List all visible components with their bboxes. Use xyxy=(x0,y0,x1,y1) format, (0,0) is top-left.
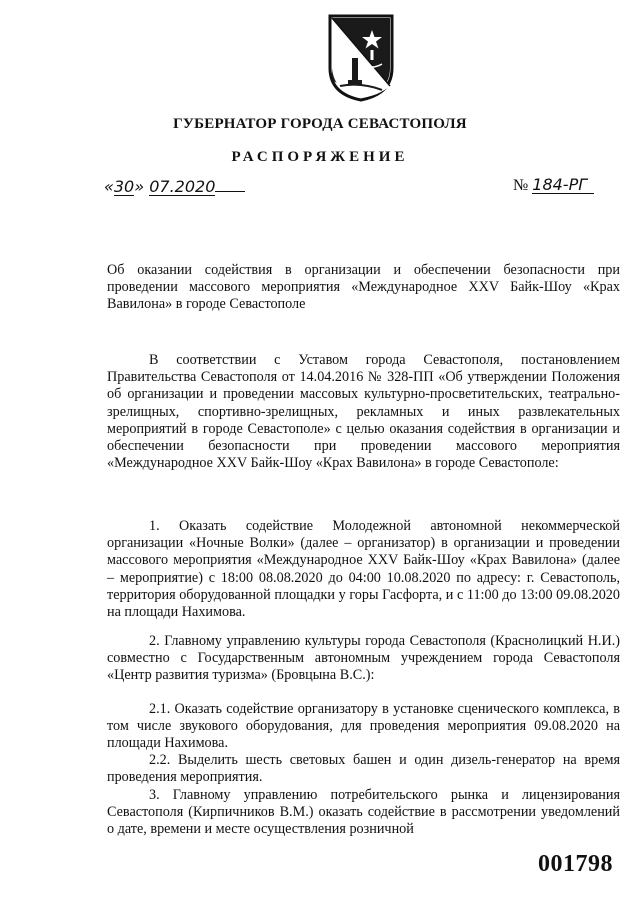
clause-3: 3. Главному управлению потребительского рынка и лицензирования Севастополя (Кирпичников В.М.) оказать содействие в рассмотрении уведомлений о дате, времени и месте осуществления розничной xyxy=(107,787,620,838)
preamble-paragraph: В соответствии с Уставом города Севастополя, постановлением Правительства Севастополя от 14.04.2016 № 328-ПП «Об утверждении Положения об организации и проведении массовых культурно-просветительских, театрально-зрелищных, спортивно-зрелищных, рекламных и иных развлекательных мероприятий в городе Севастополе» с целью оказания содействия в организации и обеспечении безопасности при проведении массового мероприятия «Международное XXV Байк-Шоу «Крах Вавилона» в городе Севастополе: xyxy=(107,352,620,472)
document-number xyxy=(513,177,594,195)
clause-2-2: 2.2. Выделить шесть световых башен и один дизель-генератор на время проведения мероприятия. xyxy=(107,752,620,786)
clause-2-1: 2.1. Оказать содействие организатору в установке сценического комплекса, в том числе звукового оборудования, для проведения мероприятия 09.08.2020 на площади Нахимова. xyxy=(107,701,620,752)
date-quote-open: « xyxy=(104,177,114,196)
document-date xyxy=(104,177,245,196)
clause-1: 1. Оказать содействие Молодежной автономной некоммерческой организации «Ночные Волки» (далее – организатор) в организации и проведении массового мероприятия «Международное XXV Байк-Шоу «Крах Вавилона» (далее – мероприятие) с 18:00 08.08.2020 до 04:00 10.08.2020 по адресу: г. Севастополь, территория оборудованной площадки у горы Гасфорта, и с 11:00 до 13:00 09.08.2020 на площади Нахимова. xyxy=(107,518,620,621)
date-underline xyxy=(215,191,245,192)
document-subject: Об оказании содействия в организации и обеспечении безопасности при проведении массового мероприятия «Международное XXV Байк-Шоу «Крах Вавилона» в городе Севастополе xyxy=(107,262,620,313)
date-day: 30 xyxy=(113,177,135,196)
number-value: 184-РГ xyxy=(532,177,594,194)
date-month-year: 07.2020 xyxy=(149,177,216,196)
number-prefix: № xyxy=(513,177,529,194)
date-quote-close: » xyxy=(134,177,145,196)
document-type-title: РАСПОРЯЖЕНИЕ xyxy=(231,149,409,165)
issuer-title: ГУБЕРНАТОР ГОРОДА СЕВАСТОПОЛЯ xyxy=(173,116,467,132)
coat-of-arms-emblem xyxy=(326,10,396,102)
serial-number: 001798 xyxy=(538,851,613,877)
clause-2: 2. Главному управлению культуры города Севастополя (Краснолицкий Н.И.) совместно с Государственным автономным учреждением города Севастополя «Центр развития туризма» (Бровцына В.С.): xyxy=(107,633,620,684)
